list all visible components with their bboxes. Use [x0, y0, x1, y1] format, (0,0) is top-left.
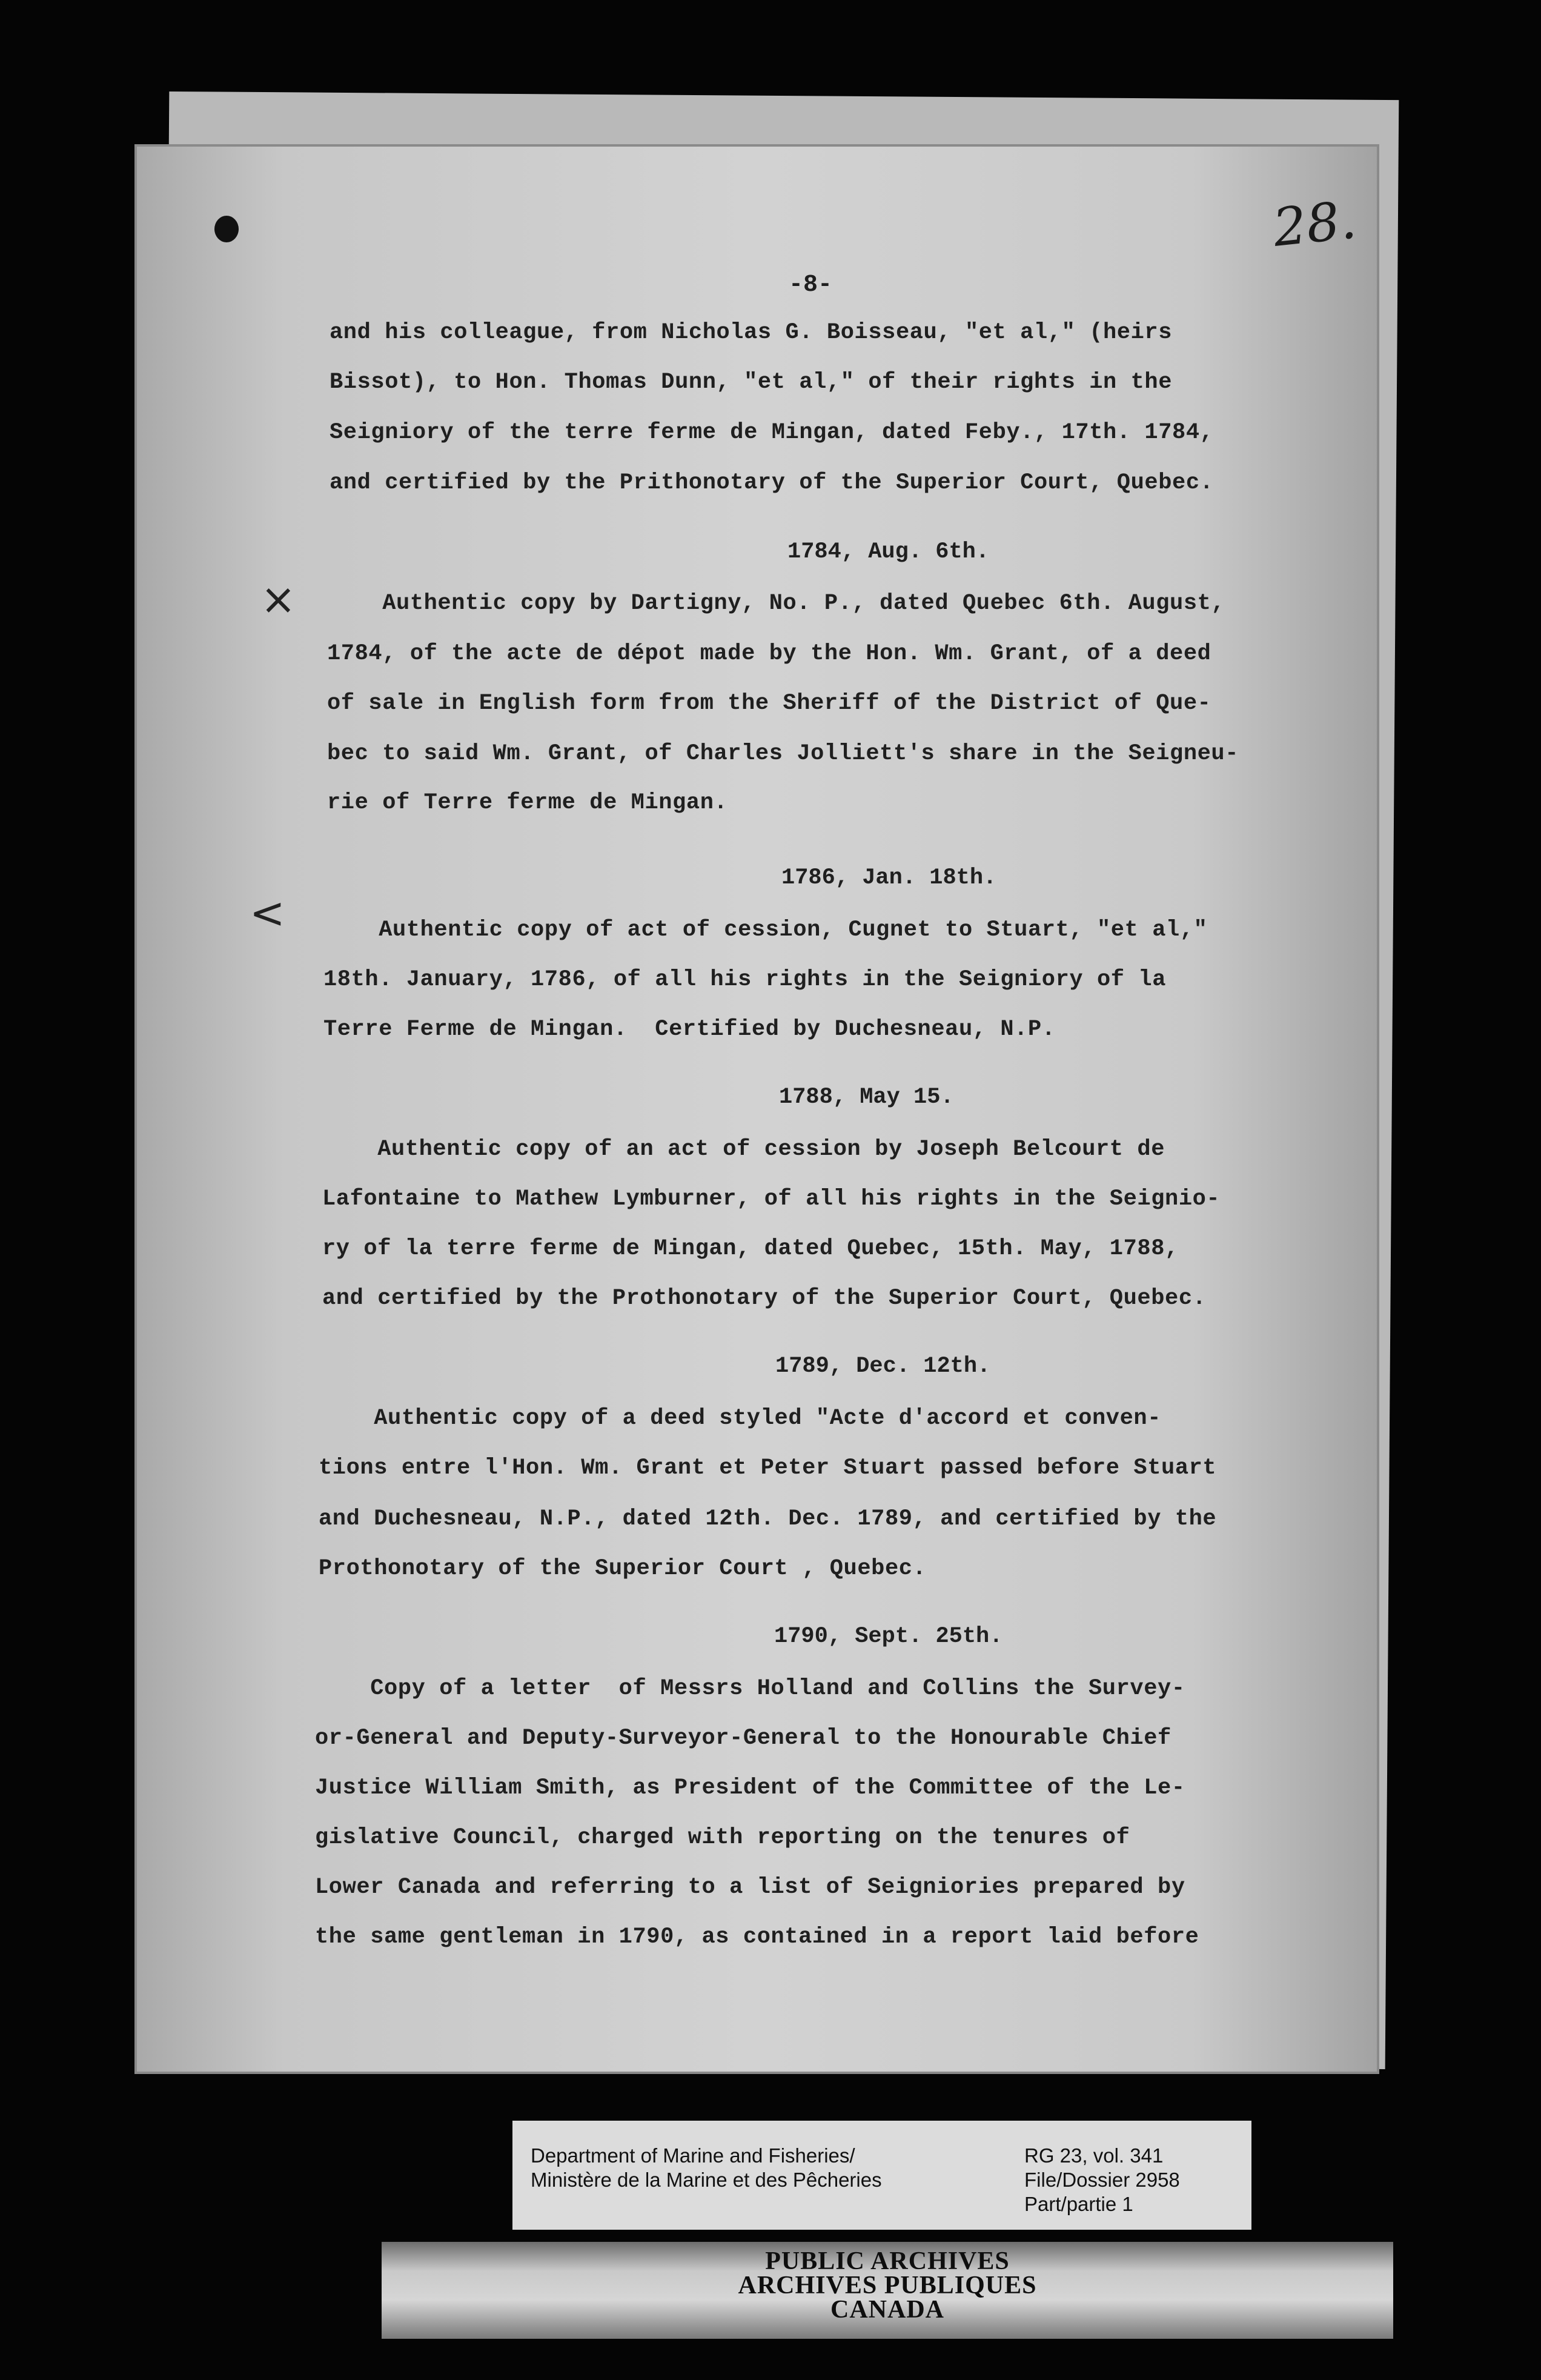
- department-names: [531, 2144, 882, 2192]
- text-line: rie of Terre ferme de Mingan.: [327, 790, 728, 816]
- record-group: RG 23, vol. 341: [1024, 2144, 1164, 2167]
- text-line: Seigniory of the terre ferme de Mingan, dated Feby., 17th. 1784,: [330, 420, 1214, 445]
- text-line: the same gentleman in 1790, as contained in a report laid before: [315, 1924, 1199, 1950]
- text-line: Authentic copy of act of cession, Cugnet to Stuart, "et al,": [323, 917, 1208, 943]
- text-line: and certified by the Prithonotary of the Superior Court, Quebec.: [330, 470, 1214, 496]
- stamp-line: PUBLIC ARCHIVES: [765, 2247, 1010, 2275]
- department-fr: Ministère de la Marine et des Pêcheries: [531, 2169, 882, 2191]
- text-line: Authentic copy of a deed styled "Acte d'accord et conven-: [319, 1406, 1162, 1431]
- text-line: and Duchesneau, N.P., dated 12th. Dec. 1789, and certified by the: [319, 1506, 1217, 1532]
- text-line: Lower Canada and referring to a list of Seigniories prepared by: [315, 1875, 1185, 1900]
- text-line: 1784, of the acte de dépot made by the Hon. Wm. Grant, of a deed: [327, 641, 1211, 666]
- entry-date-heading: 1789, Dec. 12th.: [775, 1354, 991, 1379]
- department-en: Department of Marine and Fisheries/: [531, 2144, 855, 2167]
- text-line: Prothonotary of the Superior Court , Quebec.: [319, 1556, 927, 1581]
- entry-date-heading: 1786, Jan. 18th.: [781, 865, 997, 891]
- text-line: Copy of a letter of Messrs Holland and Collins the Survey-: [315, 1676, 1185, 1701]
- entry-date-heading: 1790, Sept. 25th.: [774, 1624, 1003, 1649]
- text-line: of sale in English form from the Sheriff of the District of Que-: [327, 691, 1211, 716]
- text-line: or-General and Deputy-Surveyor-General to the Honourable Chief: [315, 1726, 1171, 1751]
- text-line: bec to said Wm. Grant, of Charles Jolliett's share in the Seigneu-: [327, 741, 1239, 766]
- text-line: tions entre l'Hon. Wm. Grant et Peter Stuart passed before Stuart: [319, 1455, 1217, 1481]
- archive-stamp: [382, 2249, 1393, 2322]
- text-line: Terre Ferme de Mingan. Certified by Duchesneau, N.P.: [323, 1017, 1056, 1042]
- archive-stamp-band: [382, 2242, 1393, 2339]
- stamp-line: ARCHIVES PUBLIQUES: [738, 2272, 1037, 2299]
- stamp-line: CANADA: [830, 2296, 944, 2324]
- entry-date-heading: 1788, May 15.: [779, 1085, 954, 1110]
- archive-reference-label: [512, 2121, 1251, 2230]
- text-line: and certified by the Prothonotary of the Superior Court, Quebec.: [322, 1286, 1207, 1311]
- text-line: Authentic copy of an act of cession by Joseph Belcourt de: [322, 1137, 1165, 1162]
- text-line: Lafontaine to Mathew Lymburner, of all his rights in the Seignio-: [322, 1186, 1221, 1212]
- text-line: ry of la terre ferme de Mingan, dated Quebec, 15th. May, 1788,: [322, 1236, 1179, 1261]
- text-line: and his colleague, from Nicholas G. Boisseau, "et al," (heirs: [330, 320, 1173, 345]
- text-line: Authentic copy by Dartigny, No. P., dated Quebec 6th. August,: [327, 591, 1225, 616]
- document-page: [134, 144, 1379, 2074]
- entry-date-heading: 1784, Aug. 6th.: [787, 539, 990, 565]
- margin-mark-x: ×: [260, 574, 296, 624]
- handwritten-page-number: 28.: [1270, 190, 1359, 259]
- text-line: Justice William Smith, as President of the Committee of the Le-: [315, 1775, 1185, 1801]
- file-references: [1024, 2144, 1180, 2216]
- typed-text-body: [134, 144, 1379, 2074]
- text-line: Bissot), to Hon. Thomas Dunn, "et al," of their rights in the: [330, 370, 1173, 395]
- file-dossier: File/Dossier 2958: [1024, 2169, 1180, 2191]
- text-line: gislative Council, charged with reporting on the tenures of: [315, 1825, 1130, 1850]
- text-line: 18th. January, 1786, of all his rights in the Seigniory of la: [323, 967, 1167, 992]
- typed-page-number: -8-: [789, 271, 833, 299]
- margin-mark-check: <: [250, 888, 285, 938]
- part-partie: Part/partie 1: [1024, 2193, 1133, 2215]
